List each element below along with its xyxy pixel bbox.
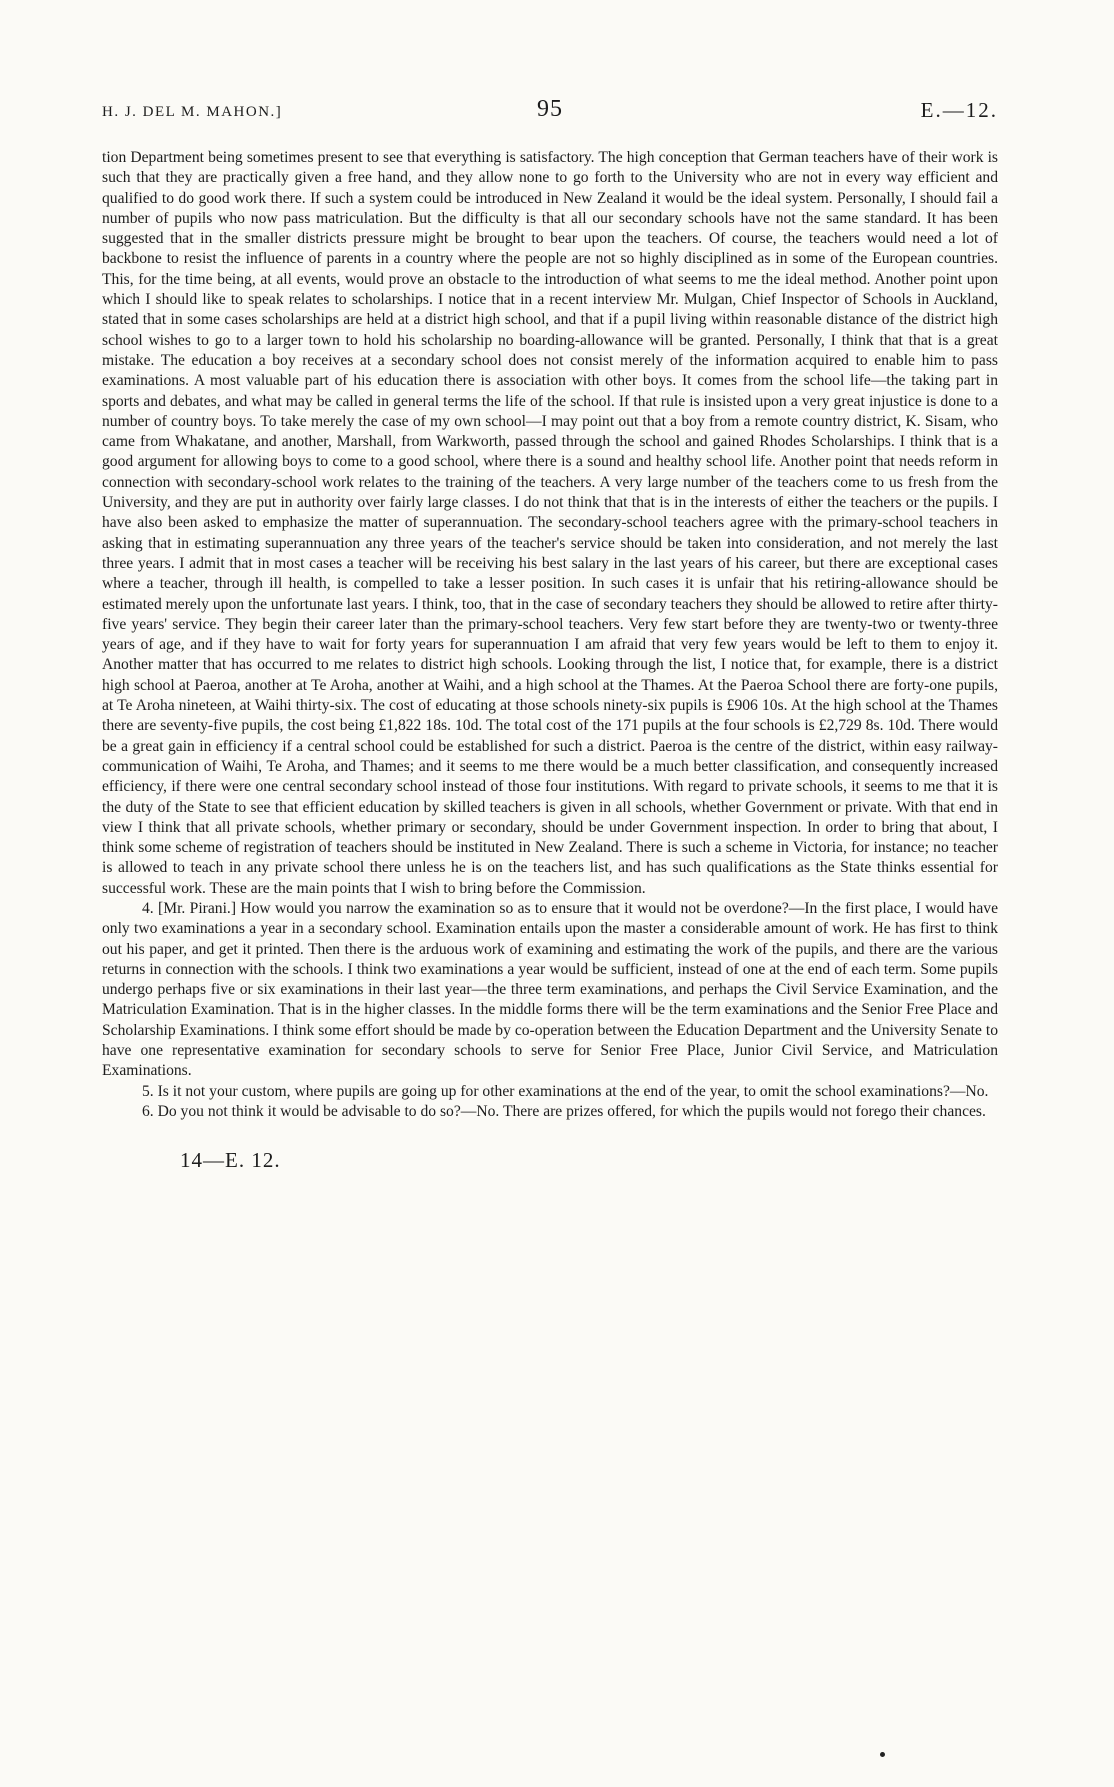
paragraph-evidence-continued: tion Department being sometimes present to see that everything is satisfactory. The high conception that German teachers have of their work is such that they are practically given a free hand, and they allow none to go forth to the University who are not in every way efficient and qualified to do good work there. If such a system could be introduced in New Zealand it would be the ideal system. Personally, I should fail a number of pupils who now pass matriculation. But the difficulty is that all our secondary schools have not the same standard. It has been suggested that in the smaller districts pressure might be brought to bear upon the teachers. Of course, the teachers would need a lot of backbone to resist the influence of parents in a country where the people are not so highly disciplined as in some of the European countries. This, for the time being, at all events, would prove an obstacle to the introduction of what seems to me the ideal method. Another point upon which I should like to speak relates to scholarships. I notice that in a recent interview Mr. Mulgan, Chief Inspector of Schools in Auckland, stated that in some cases scholarships are held at a district high school, and that if a pupil living within reasonable distance of the district high school wishes to go to a larger town to hold his scholarship no boarding-allowance will be granted. Personally, I think that that is a great mistake. The education a boy receives at a secondary school does not consist merely of the information acquired to enable him to pass examinations. A most valuable part of his education there is association with other boys. It comes from the school life—the taking part in sports and debates, and what may be called in general terms the life of the school. If that rule is insisted upon a very great injustice is done to a number of country boys. To take merely the case of my own school—I may point out that a boy from a remote country district, K. Sisam, who came from Whakatane, and another, Marshall, from Warkworth, passed through the school and gained Rhodes Scholarships. I think that is a good argument for allowing boys to come to a good school, where there is a sound and healthy school life. Another point that needs reform in connection with secondary-school work relates to the training of the teachers. A very large number of the teachers come to us fresh from the University, and they are put in authority over fairly large classes. I do not think that that is in the interests of either the teachers or the pupils. I have also been asked to emphasize the matter of superannuation. The secondary-school teachers agree with the primary-school teachers in asking that in estimating superannuation any three years of the teacher's service should be taken into consideration, and not merely the last three years. I admit that in most cases a teacher will be receiving his best salary in the last years of his career, but there are exceptional cases where a teacher, through ill health, is compelled to take a lesser position. In such cases it is unfair that his retiring-allowance should be estimated merely upon the unfortunate last years. I think, too, that in the case of secondary teachers they should be allowed to retire after thirty-five years' service. They begin their career later than the primary-school teachers. Very few start before they are twenty-two or twenty-three years of age, and if they have to wait for forty years for superannuation I am afraid that very few years would be left to them to enjoy it. Another matter that has occurred to me relates to district high schools. Looking through the list, I notice that, for example, there is a district high school at Paeroa, another at Te Aroha, another at Waihi, and a high school at the Thames. At the Paeroa School there are forty-one pupils, at Te Aroha nineteen, at Waihi thirty-six. The cost of educating at those schools ninety-six pupils is £906 10s. At the high school at the Thames there are seventy-five pupils, the cost being £1,822 18s. 10d. The total cost of the 171 pupils at the four schools is £2,729 8s. 10d. There would be a great gain in efficiency if a central school could be established for such a district. Paeroa is the centre of the district, within easy railway-communication of Waihi, Te Aroha, and Thames; and it seems to me there would be a much better classification, and consequently increased efficiency, if there were one central secondary school instead of those four institutions. With regard to private schools, it seems to me that it is the duty of the State to see that efficient education by skilled teachers is given in all schools, whether Government or private. With that end in view I think that all private schools, whether primary or secondary, should be under Government inspection. In order to bring that about, I think some scheme of registration of teachers should be instituted in New Zealand. There is such a scheme in Victoria, for instance; no teacher is allowed to teach in any private school there unless he is on the teachers list, and has such qualifications as the State thinks essential for successful work. These are the main points that I wish to bring before the Commission. [102,149,998,897]
ink-mark [880,1752,885,1757]
paragraph-question-5: 5. Is it not your custom, where pupils are going up for other examinations at the end of the year, to omit the school examinations?—No. [142,1082,989,1100]
printer-signature: 14—E. 12. [180,1148,281,1173]
body-text [102,148,998,1122]
page-number: 95 [537,96,563,122]
document-page [102,96,998,1173]
paragraph-question-6: 6. Do you not think it would be advisable to do so?—No. There are prizes offered, for which the pupils would not forego their chances. [142,1102,986,1120]
page-header [102,96,998,136]
paper-reference: E.—12. [920,98,998,122]
paragraph-question-4: 4. [Mr. Pirani.] How would you narrow the examination so as to ensure that it would not be overdone?—In the first place, I would have only two examinations a year in a secondary school. Examination entails upon the master a considerable amount of work. He has first to think out his paper, and get it printed. Then there is the arduous work of examining and estimating the work of the pupils, and there are the various returns in connection with the schools. I think two examinations a year would be sufficient, instead of one at the end of each term. Some pupils undergo perhaps five or six examinations in their last year—the three term examinations, and perhaps the Civil Service Examination, and the Matriculation Examination. That is in the higher classes. In the middle forms there will be the term examinations and the Senior Free Place and Scholarship Examinations. I think some effort should be made by co-operation between the Education Department and the University Senate to have one representative examination for secondary schools to serve for Senior Free Place, Junior Civil Service, and Matriculation Examinations. [102,899,998,1080]
header-witness-name: H. J. DEL M. MAHON.] [102,104,283,120]
